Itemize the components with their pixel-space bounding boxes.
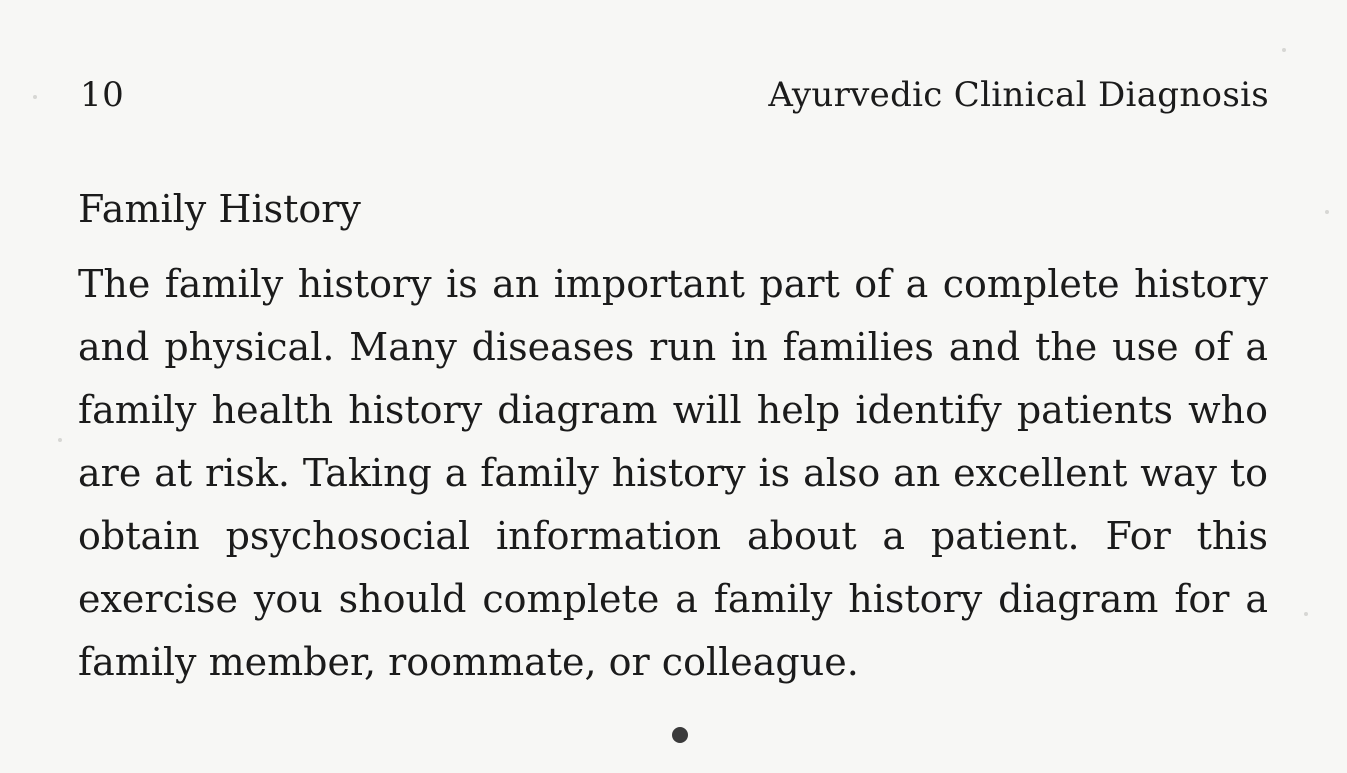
paragraph-line-7: family member, roommate, or colleague. [78, 640, 859, 684]
section-heading: Family History [78, 187, 361, 231]
paragraph-line-2: and physical. Many diseases run in families and the use of a [78, 325, 1268, 369]
page-number: 10 [80, 75, 125, 115]
body-paragraph [78, 253, 1268, 694]
paper-speck [58, 438, 62, 442]
paragraph-line-3: family health history diagram will help identify patients who [78, 388, 1268, 432]
paper-speck [1325, 210, 1329, 214]
bullet-dot-icon [672, 727, 688, 743]
paragraph-line-4: are at risk. Taking a family history is also an excellent way to [78, 451, 1268, 495]
paper-speck [1282, 48, 1286, 52]
paper-speck [33, 95, 37, 99]
paragraph-line-5: obtain psychosocial information about a patient. For this [78, 514, 1268, 558]
paper-speck [1304, 612, 1308, 616]
paragraph-line-6: exercise you should complete a family history diagram for a [78, 577, 1268, 621]
paragraph-line-1: The family history is an important part of a complete history [78, 262, 1268, 306]
running-title: Ayurvedic Clinical Diagnosis [768, 75, 1269, 115]
